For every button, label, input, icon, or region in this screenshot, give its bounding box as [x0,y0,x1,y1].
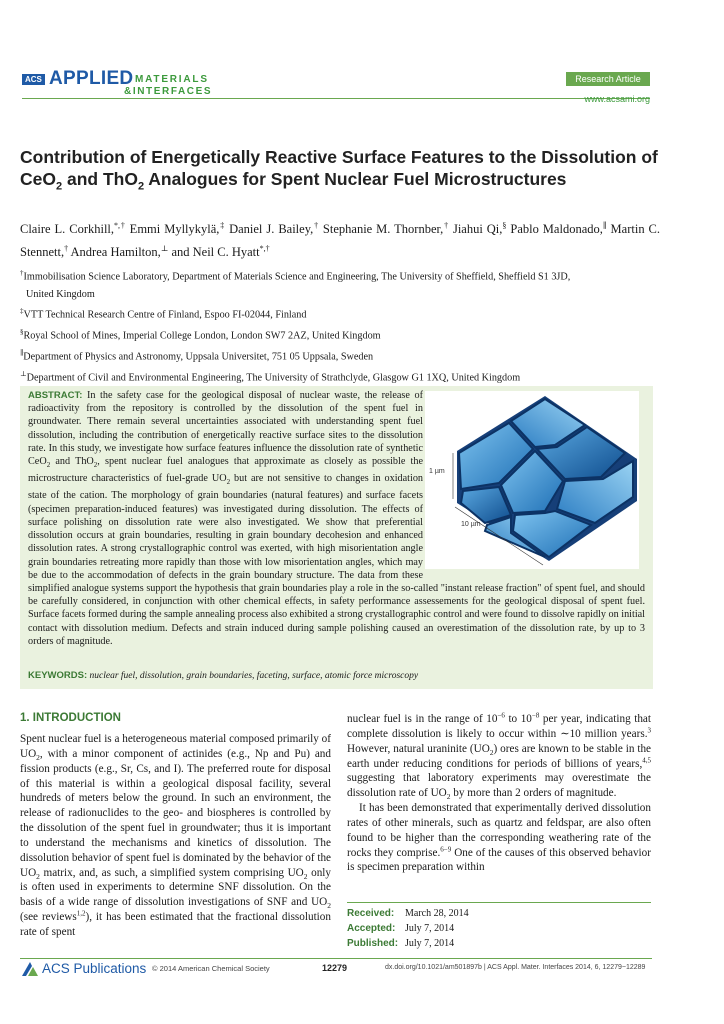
received-label: Received: [347,908,395,919]
acs-publications-icon [20,960,40,978]
figure-label-width: 10 µm [461,521,481,528]
article-type-badge: Research Article [566,72,650,86]
author[interactable]: Emmi Myllykylä,‡ [125,221,226,237]
author[interactable]: Daniel J. Bailey,† [225,221,319,237]
abstract-label: ABSTRACT: [28,390,83,401]
affiliations [20,265,660,387]
accepted-date: July 7, 2014 [405,923,455,934]
doi-citation-link[interactable]: dx.doi.org/10.1021/am501897b | ACS Appl. Mater. Interfaces 2014, 6, 12279−12289 [385,964,646,971]
citation-link[interactable]: 3 [647,726,651,735]
footer-divider [20,958,652,959]
citation-link[interactable]: 4,5 [642,755,651,764]
author[interactable]: Andrea Hamilton,⊥ [68,244,169,260]
published-date: July 7, 2014 [405,938,455,949]
journal-logo [22,70,242,100]
title-part: and ThO [62,169,138,189]
affiliation: §Royal School of Mines, Imperial College London, London SW7 2AZ, United Kingdom [20,328,381,342]
affiliation-continued: United Kingdom [26,288,95,300]
title-subscript: 2 [55,180,63,193]
acs-publications-logo [20,960,150,978]
author[interactable]: Stephanie M. Thornber,† [318,221,449,237]
logo-materials: MATERIALS [135,74,209,85]
logo-interfaces: &INTERFACES [124,86,213,97]
publication-history [347,906,651,951]
author[interactable]: Claire L. Corkhill,*,† [20,221,126,237]
title-part: Analogues for Spent Nuclear Fuel Microstructures [144,169,567,189]
section-heading-introduction: 1. INTRODUCTION [20,712,121,724]
title-part: Contribution of Energetically Reactive Surface Features to the Dissolution of CeO [20,147,658,189]
keywords [28,670,645,681]
affiliation: ‡VTT Technical Research Centre of Finland, Espoo FI-02044, Finland [20,307,307,321]
author[interactable]: Jiahui Qi,§ [448,221,507,237]
body-column-left: Spent nuclear fuel is a heterogeneous material composed primarily of $UO_2$, with a minor component of actinides (e.g., Np and Pu) and fission products (e.g., Sr, Cs, and I). The preferred route for disposal of this material is within a geological disposal facility, several hundreds of meters below the ground. In such an environment, the release of radionuclides to the geo- and biospheres is controlled by the dissolution of the spent fuel in groundwater; thus it is important to understand the mechanisms and kinetics of dissolution. The dissolution behavior of spent fuel is dominated by the behavior of the $UO_2$ matrix, and, as such, a simplified system comprising $UO_2$ only is often used in experiments to determine SNF dissolution. On the basis of a wide range of dissolution investigations of SNF and $UO_2$ (see reviews$^{1,2}$), it has been estimated that the fractional dissolution rate of spent [20,733,332,938]
accepted-label: Accepted: [347,923,396,934]
affiliation: ∥Department of Physics and Astronomy, Uppsala Universitet, 751 05 Uppsala, Sweden [20,349,374,363]
paper-title [20,146,660,198]
author-list [20,216,660,262]
author[interactable]: and Neil C. Hyatt*,† [168,244,270,260]
citation-link[interactable]: 6−9 [440,844,452,853]
received-divider [347,902,651,903]
publisher-name: ACS Publications [42,961,147,976]
header-divider [22,98,650,99]
affiliation: ⊥Department of Civil and Environmental Engineering, The University of Strathclyde, Glasgow G1 1XQ, United Kingdom [20,370,521,384]
published-label: Published: [347,938,399,949]
copyright-notice: © 2014 American Chemical Society [152,964,270,973]
keywords-label: KEYWORDS: [28,670,88,681]
paragraph: It has been demonstrated that experimentally derived dissolution rates of other minerals, such as quartz and feldspar, are also often found to be higher than the corresponding weathering rate of the rocks they comprise.$^{6-9}$ One of the causes of this observed behavior is specimen preparation within [347,802,651,874]
author[interactable]: Pablo Maldonado,∥ [506,221,607,237]
logo-applied: APPLIED [49,68,134,89]
citation-link[interactable]: 1,2 [76,909,86,918]
abstract-text: ABSTRACT: In the safety case for the geological disposal of nuclear waste, the release of radioactivity from the repository is controlled by the dissolution of the spent fuel in groundwater. There remain several uncertainties associated with understanding spent fuel dissolution, including the contribution of energetically reactive surface sites to the dissolution rate. In this study, we investigate how surface features influence the dissolution rate of synthetic CeO$_2$ and ThO$_2$, spent nuclear fuel analogues that approximate as closely as possible the microstructure characteristics of fuel-grade $UO_2$ but are not sensitive to changes in oxidation state of the cation. The morphology of grain boundaries (natural features) and surface facets (specimen preparation-induced features) was investigated during dissolution. The effects of surface polishing on dissolution rate were also investigated. We show that preferential dissolution occurs at grain boundaries, resulting in grain boundary decohesion and enhanced dissolution rates. A strong crystallographic control was exerted, with high misorientation angle grain boundaries retreating more rapidly than those with low misorientation angles, which may be due to the accommodation of defects in the grain boundary structure. The data from these simplified analogue systems support the hypothesis that grain boundaries play a role in the so-called "instant release fraction" of spent fuel, and should be carefully considered, in conjunction with other chemical effects, in safety performance assessements for the geological disposal of spent fuel. Surface facets formed during the sample annealing process also exhibited a strong crystallographic control and were found to dissolve rapidly on initial contact with dissolution medium. Defects and strain induced during sample polishing caused an overestimation of the dissolution rate, by up to 3 orders of magnitude. [28,390,646,647]
author[interactable]: Martin C. Stennett,† [20,222,660,260]
page-number: 12279 [322,963,348,973]
figure-label-height: 1 µm [429,468,445,475]
keywords-values: nuclear fuel, dissolution, grain boundaries, faceting, surface, atomic force microscopy [87,671,419,681]
journal-url-link[interactable]: www.acsami.org [584,94,650,104]
paragraph: nuclear fuel is in the range of $10^{-6}$ to $10^{-8}$ per year, indicating that complete dissolution is likely to occur within ∼10 million years.$^3$ However, natural uraninite $(UO_2)$ ores are known to be stable in the earth under reducing conditions for periods of billions of years,$^{4,5}$ suggesting that laboratory experiments may overestimate the dissolution rate of $UO_2$ by more than 2 orders of magnitude. [347,711,652,802]
logo-acs: ACS [22,74,45,85]
figure-float-space [423,389,645,569]
body-column-right [347,712,651,875]
received-date: March 28, 2014 [405,908,469,919]
affiliation: †Immobilisation Science Laboratory, Department of Materials Science and Engineering, The University of Sheffield, Sheffield S1 3JD, [20,269,571,283]
title-subscript: 2 [137,180,145,193]
